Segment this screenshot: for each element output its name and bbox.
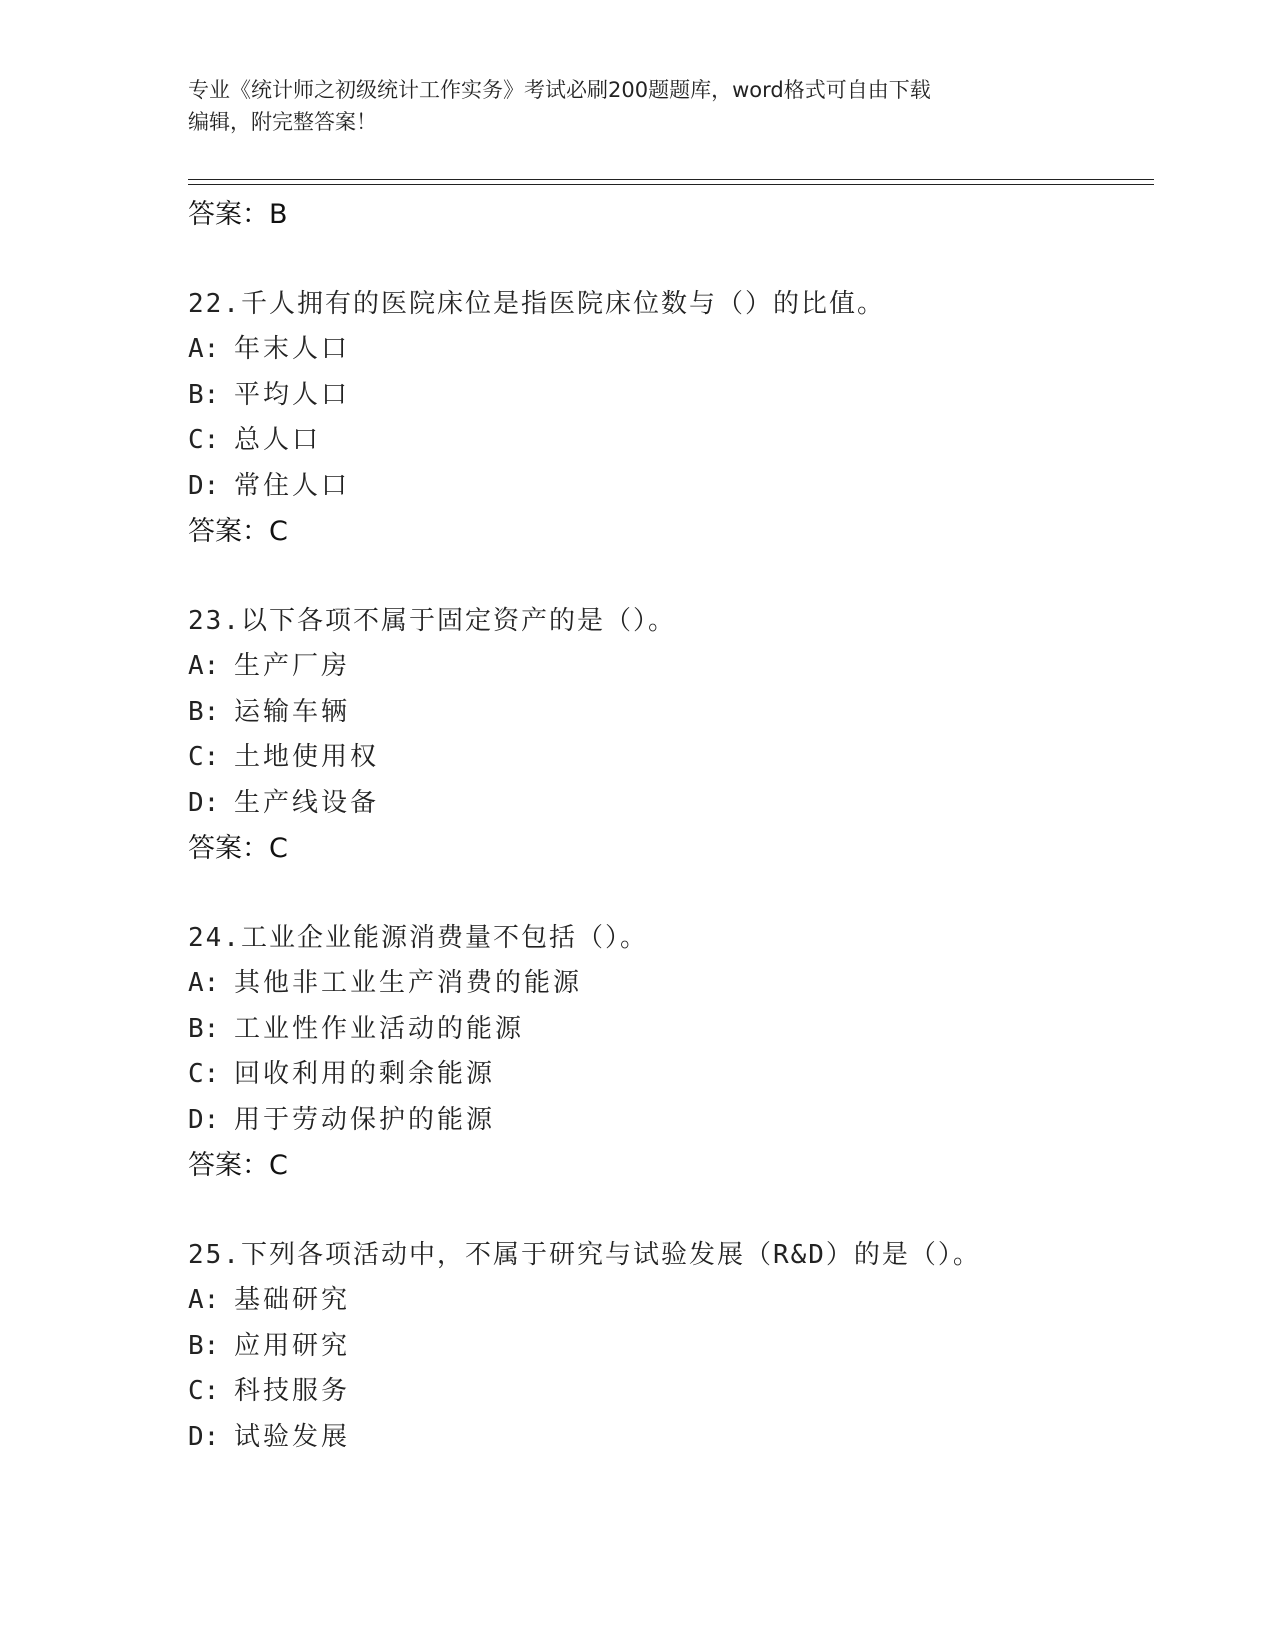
option-text: 常住人口	[234, 470, 351, 501]
question-text: 24.工业企业能源消费量不包括（）。	[188, 923, 648, 953]
option-key: D:	[188, 1421, 220, 1452]
option-text: 应用研究	[234, 1330, 351, 1361]
option-d	[188, 1415, 1148, 1461]
question-list	[188, 192, 1148, 1460]
option-b	[188, 1007, 1148, 1053]
document-header	[188, 74, 1088, 138]
question-23	[188, 598, 1148, 872]
option-key: C:	[188, 1059, 220, 1089]
option-key: B:	[188, 696, 220, 727]
option-text: 土地使用权	[234, 742, 380, 772]
option-b	[188, 690, 1148, 736]
answer-23: 答案：C	[188, 833, 288, 864]
option-text: 回收利用的剩余能源	[234, 1059, 496, 1089]
option-c	[188, 735, 1148, 781]
header-divider-bottom	[188, 184, 1154, 185]
option-text: 科技服务	[234, 1376, 351, 1406]
option-b	[188, 373, 1148, 419]
option-key: A:	[188, 968, 220, 998]
option-a	[188, 1278, 1148, 1324]
question-25	[188, 1232, 1148, 1460]
option-d	[188, 1098, 1148, 1144]
option-key: A:	[188, 651, 220, 681]
option-text: 用于劳动保护的能源	[234, 1104, 496, 1135]
header-title-line-2: 编辑，附完整答案！	[188, 110, 377, 134]
option-d	[188, 781, 1148, 827]
header-divider-top	[188, 179, 1154, 180]
option-text: 工业性作业活动的能源	[234, 1013, 525, 1044]
option-key: A:	[188, 334, 220, 364]
option-c	[188, 1369, 1148, 1415]
option-c	[188, 1052, 1148, 1098]
option-text: 试验发展	[234, 1421, 351, 1452]
question-text: 22.千人拥有的医院床位是指医院床位数与（）的比值。	[188, 289, 885, 319]
option-key: B:	[188, 379, 220, 410]
option-text: 平均人口	[234, 379, 351, 410]
question-text: 23.以下各项不属于固定资产的是（）。	[188, 606, 676, 636]
option-key: A:	[188, 1285, 220, 1315]
option-key: B:	[188, 1330, 220, 1361]
option-text: 生产线设备	[234, 787, 380, 818]
option-key: C:	[188, 425, 220, 455]
option-text: 年末人口	[234, 334, 351, 364]
option-a	[188, 644, 1148, 690]
option-a	[188, 327, 1148, 373]
option-text: 总人口	[234, 425, 322, 455]
option-text: 运输车辆	[234, 696, 351, 727]
option-a	[188, 961, 1148, 1007]
option-d	[188, 464, 1148, 510]
answer-24: 答案：C	[188, 1150, 288, 1181]
option-b	[188, 1324, 1148, 1370]
option-text: 其他非工业生产消费的能源	[234, 968, 583, 998]
question-22	[188, 281, 1148, 555]
option-key: D:	[188, 470, 220, 501]
answer-21: 答案：B	[188, 199, 288, 230]
option-text: 基础研究	[234, 1285, 351, 1315]
option-key: D:	[188, 787, 220, 818]
option-key: D:	[188, 1104, 220, 1135]
option-key: C:	[188, 742, 220, 772]
question-text: 25.下列各项活动中，不属于研究与试验发展（R&D）的是（）。	[188, 1240, 981, 1270]
header-title-line-1: 专业《统计师之初级统计工作实务》考试必刷200题题库，word格式可自由下载	[188, 78, 931, 102]
option-key: B:	[188, 1013, 220, 1044]
option-key: C:	[188, 1376, 220, 1406]
question-24	[188, 915, 1148, 1189]
answer-22: 答案：C	[188, 516, 288, 547]
option-c	[188, 418, 1148, 464]
option-text: 生产厂房	[234, 651, 351, 681]
